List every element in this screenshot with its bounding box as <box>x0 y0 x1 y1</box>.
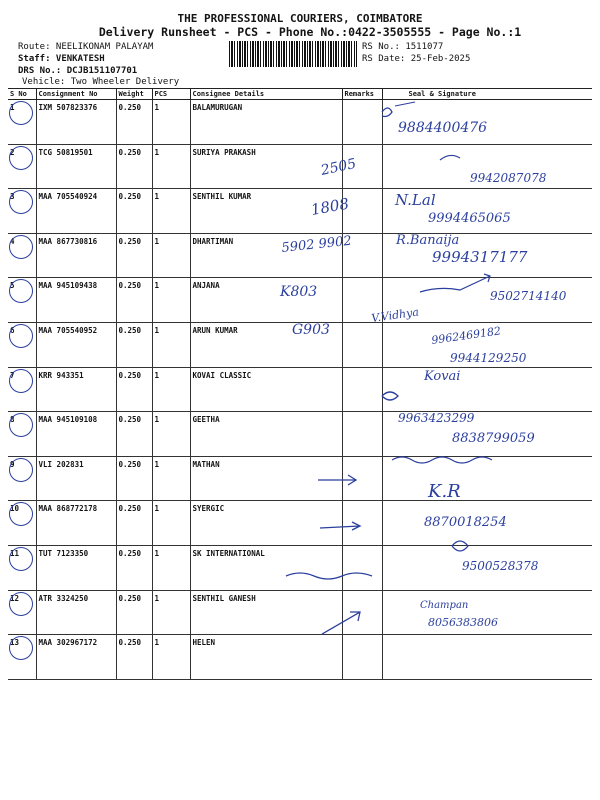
pen-circle-mark <box>9 636 33 660</box>
sig-r12-phone: 9500528378 <box>462 559 539 573</box>
weight-cell <box>116 322 152 367</box>
remarks-cell <box>342 322 382 367</box>
col-header-consignee: Consignee Details <box>190 89 342 100</box>
remark-r2: 2505 <box>319 155 358 179</box>
remarks-cell <box>342 412 382 457</box>
weight-cell <box>116 545 152 590</box>
remarks-cell <box>342 456 382 501</box>
pcs-cell-text: 1 <box>154 281 160 291</box>
weight-cell <box>116 144 152 189</box>
consignment-cell-text: TCG 50819501 <box>38 147 93 157</box>
consignment-cell-text: IXM 507823376 <box>38 103 98 112</box>
consignment-cell-text: MAA 705540952 <box>38 325 98 335</box>
sig-r10: K.R <box>428 481 461 502</box>
barcode-image <box>229 41 357 67</box>
weight-cell-text: 0.250 <box>118 370 142 380</box>
pcs-cell-text: 1 <box>154 593 160 603</box>
pcs-cell-text: 1 <box>154 370 160 380</box>
sno-cell <box>8 412 36 457</box>
remark-r3: 1808 <box>309 194 351 219</box>
consignment-cell <box>36 456 116 501</box>
sig-r13-name: Champan <box>420 600 469 611</box>
table-row <box>8 367 592 412</box>
remarks-cell <box>342 367 382 412</box>
pcs-cell <box>152 545 190 590</box>
sno-cell <box>8 100 36 145</box>
consignee-cell <box>190 322 342 367</box>
sno-cell <box>8 456 36 501</box>
consignment-cell <box>36 322 116 367</box>
remarks-cell <box>342 501 382 546</box>
col-header-pcs: PCS <box>152 89 190 100</box>
consignee-cell-text: BALAMURUGAN <box>192 103 243 112</box>
pen-circle-mark <box>9 101 33 125</box>
weight-cell <box>116 278 152 323</box>
remarks-cell <box>342 100 382 145</box>
table-header-row <box>8 89 592 100</box>
pen-circle-mark <box>9 547 33 571</box>
consignment-cell <box>36 100 116 145</box>
consignment-cell-text: ATR 3324250 <box>38 593 89 603</box>
sno-cell-text: 3 <box>10 192 15 202</box>
pcs-cell-text: 1 <box>154 103 160 112</box>
signature-cell <box>382 545 592 590</box>
remarks-cell <box>342 144 382 189</box>
pcs-cell <box>152 189 190 234</box>
sno-cell-text: 12 <box>10 593 20 603</box>
sig-r7-phone: 9944129250 <box>450 351 527 365</box>
signature-cell <box>382 278 592 323</box>
table-row <box>8 456 592 501</box>
sig-r2-phone: 9942087078 <box>470 171 547 185</box>
sno-cell-text: 9 <box>10 459 15 469</box>
consignment-cell-text: TUT 7123350 <box>38 548 89 558</box>
weight-cell <box>116 189 152 234</box>
consignee-cell-text: SURIYA PRAKASH <box>192 147 256 157</box>
consignee-cell-text: GEETHA <box>192 415 220 425</box>
consignment-cell-text: MAA 867730816 <box>38 236 98 246</box>
sno-cell <box>8 545 36 590</box>
table-row <box>8 322 592 367</box>
signature-cell <box>382 590 592 635</box>
consignment-cell <box>36 590 116 635</box>
col-header-remarks: Remarks <box>342 89 382 100</box>
pcs-cell-text: 1 <box>154 325 160 335</box>
sno-cell <box>8 501 36 546</box>
sno-cell <box>8 322 36 367</box>
sig-r6-phone: 9962469182 <box>430 324 502 347</box>
pcs-cell-text: 1 <box>154 638 160 648</box>
pcs-cell <box>152 501 190 546</box>
sno-cell <box>8 367 36 412</box>
sig-r3-phone: 9994465065 <box>428 211 511 226</box>
pcs-cell <box>152 233 190 278</box>
weight-cell-text: 0.250 <box>118 459 142 469</box>
sig-r5-phone: 9502714140 <box>490 289 567 303</box>
col-header-sno: S No <box>8 89 36 100</box>
sno-cell <box>8 635 36 680</box>
pcs-cell-text: 1 <box>154 459 160 469</box>
pcs-cell <box>152 144 190 189</box>
consignee-cell-text: DHARTIMAN <box>192 236 234 246</box>
weight-cell-text: 0.250 <box>118 548 142 558</box>
remarks-cell <box>342 590 382 635</box>
sig-r1-phone: 9884400476 <box>398 120 488 136</box>
consignment-cell <box>36 635 116 680</box>
consignment-cell-text: MAA 302967172 <box>38 638 98 648</box>
signature-cell <box>382 367 592 412</box>
rs-date: RS Date: 25-Feb-2025 <box>362 54 471 64</box>
consignment-cell <box>36 545 116 590</box>
pen-circle-mark <box>9 146 33 170</box>
weight-cell <box>116 590 152 635</box>
table-row <box>8 189 592 234</box>
table-row <box>8 100 592 145</box>
sig-r13-phone: 8056383806 <box>428 616 498 629</box>
sno-cell <box>8 278 36 323</box>
sno-cell <box>8 590 36 635</box>
table-row <box>8 590 592 635</box>
remark-r4: 5902 9902 <box>280 233 353 256</box>
consignee-cell <box>190 635 342 680</box>
consignee-cell <box>190 545 342 590</box>
pen-circle-mark <box>9 413 33 437</box>
pcs-cell <box>152 367 190 412</box>
runsheet-table <box>8 88 592 680</box>
consignee-cell <box>190 233 342 278</box>
weight-cell-text: 0.250 <box>118 593 142 603</box>
pcs-cell <box>152 635 190 680</box>
consignee-cell <box>190 590 342 635</box>
sno-cell-text: 5 <box>10 281 15 291</box>
sno-cell <box>8 144 36 189</box>
signature-cell <box>382 233 592 278</box>
consignee-cell <box>190 189 342 234</box>
sig-r4-name: R.Banaija <box>396 233 460 248</box>
table-row <box>8 278 592 323</box>
consignment-cell <box>36 233 116 278</box>
weight-cell <box>116 233 152 278</box>
consignee-cell <box>190 367 342 412</box>
pen-circle-mark <box>9 502 33 526</box>
runsheet-subtitle: Delivery Runsheet - PCS - Phone No.:0422-3505555 - Page No.:1 <box>98 25 522 39</box>
consignee-cell-text: MATHAN <box>192 459 220 469</box>
pen-circle-mark <box>9 279 33 303</box>
weight-cell-text: 0.250 <box>118 281 142 291</box>
remarks-cell <box>342 233 382 278</box>
pcs-cell <box>152 412 190 457</box>
table-row <box>8 635 592 680</box>
weight-cell <box>116 412 152 457</box>
consignee-cell-text: ANJANA <box>192 281 220 291</box>
sno-cell-text: 2 <box>10 147 15 157</box>
pen-circle-mark <box>9 369 33 393</box>
vehicle-label: Vehicle: Two Wheeler Delivery <box>22 77 180 87</box>
remarks-cell <box>342 545 382 590</box>
consignment-cell <box>36 144 116 189</box>
consignee-cell-text: KOVAI CLASSIC <box>192 370 252 380</box>
signature-cell <box>382 635 592 680</box>
col-header-consignment: Consignment No <box>36 89 116 100</box>
signature-cell <box>382 322 592 367</box>
consignee-cell <box>190 412 342 457</box>
remarks-cell <box>342 189 382 234</box>
sno-cell-text: 13 <box>10 638 20 648</box>
remark-r6: G903 <box>292 322 330 338</box>
weight-cell-text: 0.250 <box>118 325 142 335</box>
signature-cell <box>382 412 592 457</box>
weight-cell <box>116 635 152 680</box>
sig-r4-phone: 9994317177 <box>432 248 528 266</box>
pcs-cell <box>152 278 190 323</box>
remark-r5: K803 <box>280 284 318 300</box>
consignee-cell-text: ARUN KUMAR <box>192 325 238 335</box>
signature-cell <box>382 189 592 234</box>
weight-cell <box>116 501 152 546</box>
sno-cell <box>8 233 36 278</box>
table-row <box>8 501 592 546</box>
consignment-cell-text: MAA 945109108 <box>38 415 98 425</box>
consignment-cell <box>36 278 116 323</box>
signature-cell <box>382 144 592 189</box>
pcs-cell <box>152 590 190 635</box>
sig-r11-phone: 8870018254 <box>424 515 507 530</box>
sig-r9-phone: 8838799059 <box>452 431 535 446</box>
pen-circle-mark <box>9 458 33 482</box>
sno-cell-text: 7 <box>10 370 15 380</box>
sno-cell-text: 4 <box>10 236 15 246</box>
consignee-cell-text: SENTHIL KUMAR <box>192 192 252 202</box>
route-label: Route: NEELIKONAM PALAYAM <box>18 42 154 52</box>
consignee-cell <box>190 456 342 501</box>
signature-cell <box>382 456 592 501</box>
table-row <box>8 412 592 457</box>
consignment-cell-text: KRR 943351 <box>38 370 84 380</box>
consignment-cell-text: VLI 202831 <box>38 459 84 469</box>
pcs-cell <box>152 322 190 367</box>
sno-cell-text: 11 <box>10 548 20 558</box>
sig-r3-name: N.Lal <box>395 191 436 209</box>
table-row <box>8 545 592 590</box>
consignee-cell <box>190 144 342 189</box>
pen-circle-mark <box>9 592 33 616</box>
sno-cell-text: 6 <box>10 325 15 335</box>
col-header-weight: Weight <box>116 89 152 100</box>
weight-cell-text: 0.250 <box>118 415 142 425</box>
weight-cell <box>116 367 152 412</box>
table-row <box>8 233 592 278</box>
pcs-cell-text: 1 <box>154 504 160 514</box>
weight-cell-text: 0.250 <box>118 638 142 648</box>
table-row <box>8 144 592 189</box>
pcs-cell-text: 1 <box>154 548 160 558</box>
consignment-cell <box>36 189 116 234</box>
col-header-signature: Seal & Signature <box>382 89 592 100</box>
pen-circle-mark <box>9 324 33 348</box>
signature-cell <box>382 501 592 546</box>
consignee-cell-text: SK INTERNATIONAL <box>192 548 265 558</box>
sno-cell-text: 8 <box>10 415 15 425</box>
consignment-cell-text: MAA 868772178 <box>38 504 98 514</box>
pcs-cell <box>152 456 190 501</box>
sno-cell-text: 10 <box>10 504 20 514</box>
weight-cell <box>116 456 152 501</box>
pen-circle-mark <box>9 190 33 214</box>
pcs-cell-text: 1 <box>154 192 160 202</box>
rs-number: RS No.: 1511077 <box>362 42 444 52</box>
pen-circle-mark <box>9 235 33 259</box>
consignee-cell <box>190 278 342 323</box>
weight-cell-text: 0.250 <box>118 504 142 514</box>
weight-cell <box>116 100 152 145</box>
sno-cell-text: 1 <box>10 103 15 112</box>
sig-r6-name: V.Vidhya <box>370 305 420 325</box>
pcs-cell <box>152 100 190 145</box>
consignee-cell-text: HELEN <box>192 638 216 648</box>
consignment-cell-text: MAA 945109438 <box>38 281 98 291</box>
consignment-cell <box>36 412 116 457</box>
weight-cell-text: 0.250 <box>118 192 142 202</box>
consignee-cell <box>190 100 342 145</box>
consignment-cell <box>36 367 116 412</box>
consignee-cell-text: SYERGIC <box>192 504 225 514</box>
weight-cell-text: 0.250 <box>118 147 142 157</box>
consignee-cell <box>190 501 342 546</box>
weight-cell-text: 0.250 <box>118 103 142 112</box>
sig-r8-phone: 9963423299 <box>398 411 475 425</box>
company-title: THE PROFESSIONAL COURIERS, COIMBATORE <box>177 12 423 25</box>
pcs-cell-text: 1 <box>154 147 160 157</box>
consignment-cell-text: MAA 705540924 <box>38 192 98 202</box>
drs-number: DRS No.: DCJB151107701 <box>18 66 138 76</box>
signature-cell <box>382 100 592 145</box>
sno-cell <box>8 189 36 234</box>
pcs-cell-text: 1 <box>154 415 160 425</box>
consignee-cell-text: SENTHIL GANESH <box>192 593 256 603</box>
remarks-cell <box>342 635 382 680</box>
consignment-cell <box>36 501 116 546</box>
staff-label: Staff: VENKATESH <box>18 54 105 64</box>
remarks-cell <box>342 278 382 323</box>
weight-cell-text: 0.250 <box>118 236 142 246</box>
sig-r7-name: Kovai <box>424 369 461 384</box>
pcs-cell-text: 1 <box>154 236 160 246</box>
